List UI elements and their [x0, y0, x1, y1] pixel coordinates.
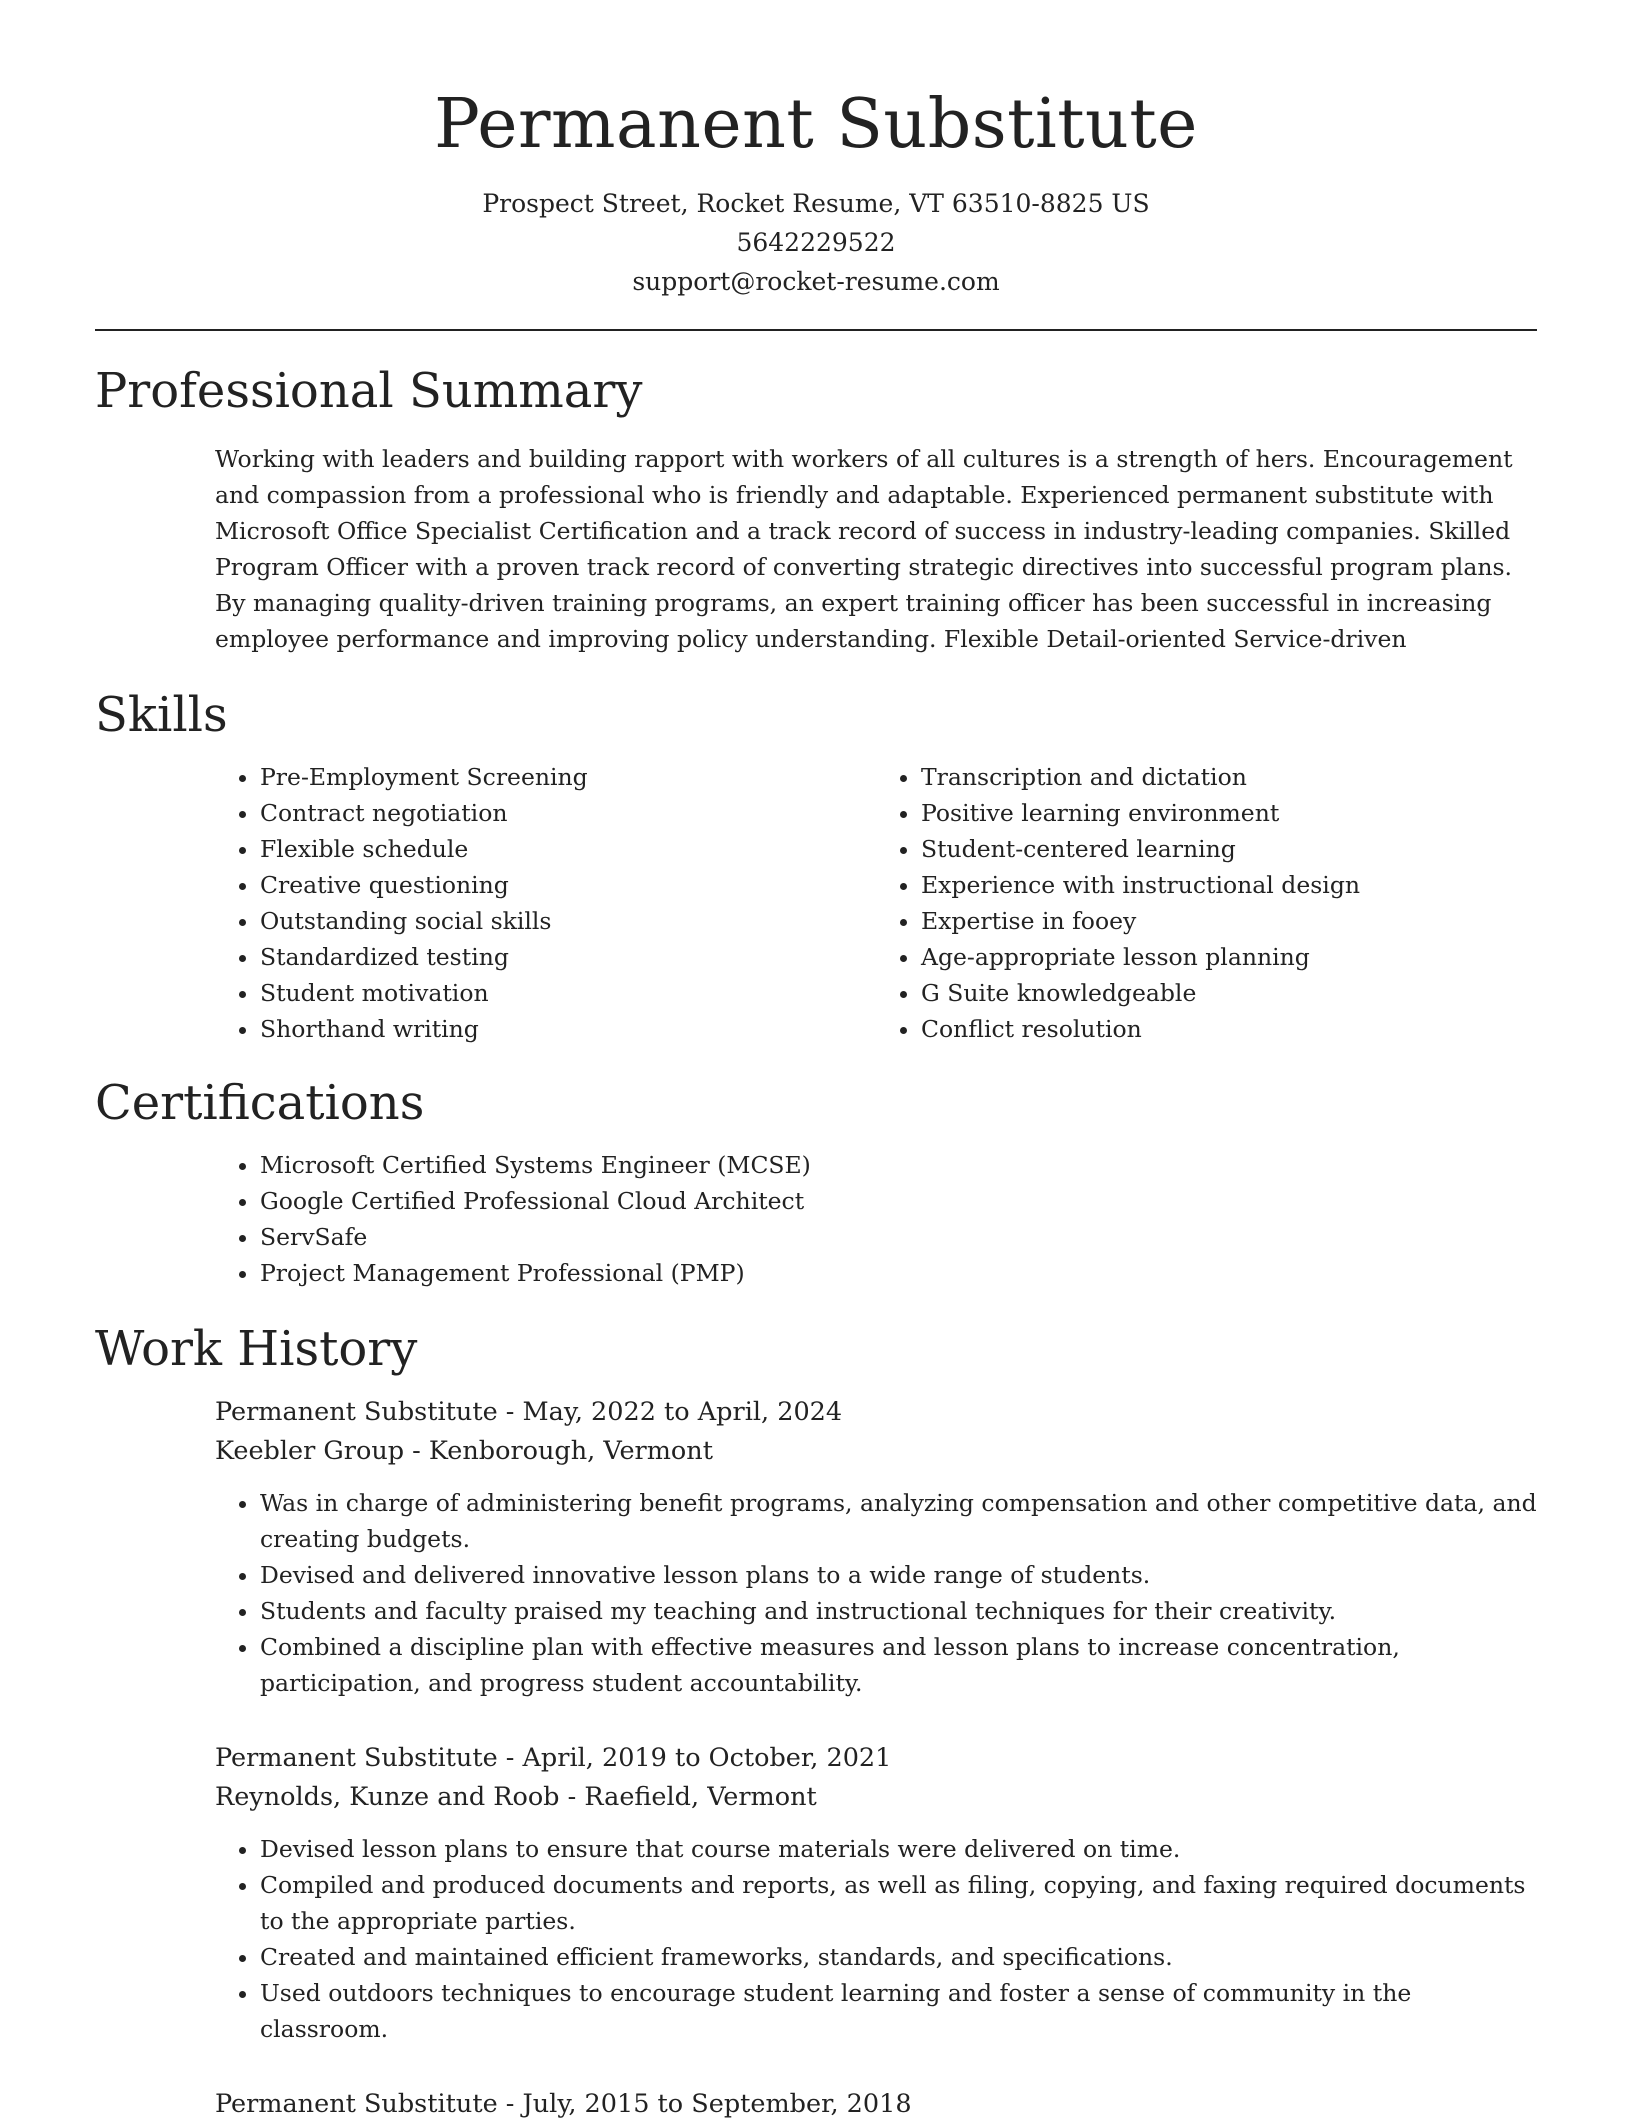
summary-section [95, 361, 1537, 657]
work-history-section [95, 1319, 1537, 2124]
skills-columns [215, 759, 1537, 1047]
job-duty: • Combined a discipline plan with effective measures and lesson plans to increase concentration, participation, and progress student accountability. [260, 1629, 1537, 1701]
job-role: Permanent Substitute [215, 2089, 498, 2119]
contact-email[interactable]: support@rocket-resume.com [632, 267, 1000, 296]
skill-item: • Pre-Employment Screening [260, 759, 876, 795]
certification-item: • Google Certified Professional Cloud Architect [260, 1183, 1537, 1219]
certifications-section [95, 1073, 1537, 1291]
work-history-title: Work History [95, 1321, 418, 1377]
skills-list-left [215, 759, 876, 1047]
job-duty: • Devised lesson plans to ensure that course materials were delivered on time. [260, 1831, 1537, 1867]
job-duty: • Used outdoors techniques to encourage student learning and foster a sense of community in the classroom. [260, 1975, 1537, 2047]
skill-item: • Expertise in fooey [921, 903, 1537, 939]
resume-header [95, 0, 1537, 301]
job-company-line: Keebler Group - Kenborough, Vermont [215, 1436, 713, 1466]
job-duty: • Created and maintained efficient frameworks, standards, and specifications. [260, 1939, 1537, 1975]
skill-item: • Student-centered learning [921, 831, 1537, 867]
contact-phone: 5642229522 [736, 228, 896, 257]
skill-item: • Conflict resolution [921, 1011, 1537, 1047]
skill-item: • Outstanding social skills [260, 903, 876, 939]
skill-item: • Positive learning environment [921, 795, 1537, 831]
job-company: Reynolds, Kunze and Roob [215, 1782, 560, 1812]
certifications-title: Certifications [95, 1075, 425, 1131]
skill-item: • Creative questioning [260, 867, 876, 903]
job-dates: May, 2022 to April, 2024 [522, 1397, 843, 1427]
job-entry [215, 1739, 1537, 2047]
job-title-line: Permanent Substitute - May, 2022 to April, 2024 [215, 1397, 843, 1427]
job-role: Permanent Substitute [215, 1397, 498, 1427]
job-dates: April, 2019 to October, 2021 [522, 1743, 892, 1773]
skill-item: • G Suite knowledgeable [921, 975, 1537, 1011]
header-divider [95, 329, 1537, 331]
job-title-line: Permanent Substitute - April, 2019 to October, 2021 [215, 1743, 892, 1773]
skill-item: • Experience with instructional design [921, 867, 1537, 903]
skill-item: • Shorthand writing [260, 1011, 876, 1047]
skills-section [95, 685, 1537, 1047]
job-title-line: Permanent Substitute - July, 2015 to September, 2018 [215, 2089, 912, 2119]
skill-item: • Standardized testing [260, 939, 876, 975]
skills-title: Skills [95, 687, 228, 743]
certification-item: • ServSafe [260, 1219, 1537, 1255]
certification-item: • Project Management Professional (PMP) [260, 1255, 1537, 1291]
job-company-line: Reynolds, Kunze and Roob - Raefield, Vermont [215, 1782, 817, 1812]
job-company: Keebler Group [215, 1436, 405, 1466]
job-location: Raefield, Vermont [584, 1782, 817, 1812]
job-duty: • Devised and delivered innovative lesson plans to a wide range of students. [260, 1557, 1537, 1593]
skill-item: • Transcription and dictation [921, 759, 1537, 795]
contact-address: Prospect Street, Rocket Resume, VT 63510-8825 US [482, 189, 1150, 218]
job-duty: • Was in charge of administering benefit programs, analyzing compensation and other competitive data, and creating budgets. [260, 1485, 1537, 1557]
contact-block [95, 184, 1537, 301]
skill-item: • Age-appropriate lesson planning [921, 939, 1537, 975]
job-entry [215, 2085, 1537, 2124]
summary-title: Professional Summary [95, 363, 643, 419]
job-dates: July, 2015 to September, 2018 [522, 2089, 912, 2119]
certifications-list [215, 1147, 1537, 1291]
job-duty: • Compiled and produced documents and reports, as well as filing, copying, and faxing required documents to the appropriate parties. [260, 1867, 1537, 1939]
job-role: Permanent Substitute [215, 1743, 498, 1773]
job-duties-list [215, 1831, 1537, 2047]
certification-item: • Microsoft Certified Systems Engineer (MCSE) [260, 1147, 1537, 1183]
job-duties-list [215, 1485, 1537, 1701]
candidate-name: Permanent Substitute [434, 85, 1198, 164]
skill-item: • Student motivation [260, 975, 876, 1011]
job-location: Kenborough, Vermont [428, 1436, 713, 1466]
job-duty: • Students and faculty praised my teaching and instructional techniques for their creativity. [260, 1593, 1537, 1629]
job-entry [215, 1393, 1537, 1701]
skill-item: • Contract negotiation [260, 795, 876, 831]
skill-item: • Flexible schedule [260, 831, 876, 867]
skills-list-right [876, 759, 1537, 1047]
summary-text: Working with leaders and building rapport with workers of all cultures is a strength of hers. Encouragement and compassion from a professional who is friendly and adaptable. Experienced permanent substitute with Microsoft Office Specialist Certification and a track record of success in industry-leading companies. Skilled Program Officer with a proven track record of converting strategic directives into successful program plans. By managing quality-driven training programs, an expert training officer has been successful in increasing employee performance and improving policy understanding. Flexible Detail-oriented Service-driven [215, 445, 1513, 653]
